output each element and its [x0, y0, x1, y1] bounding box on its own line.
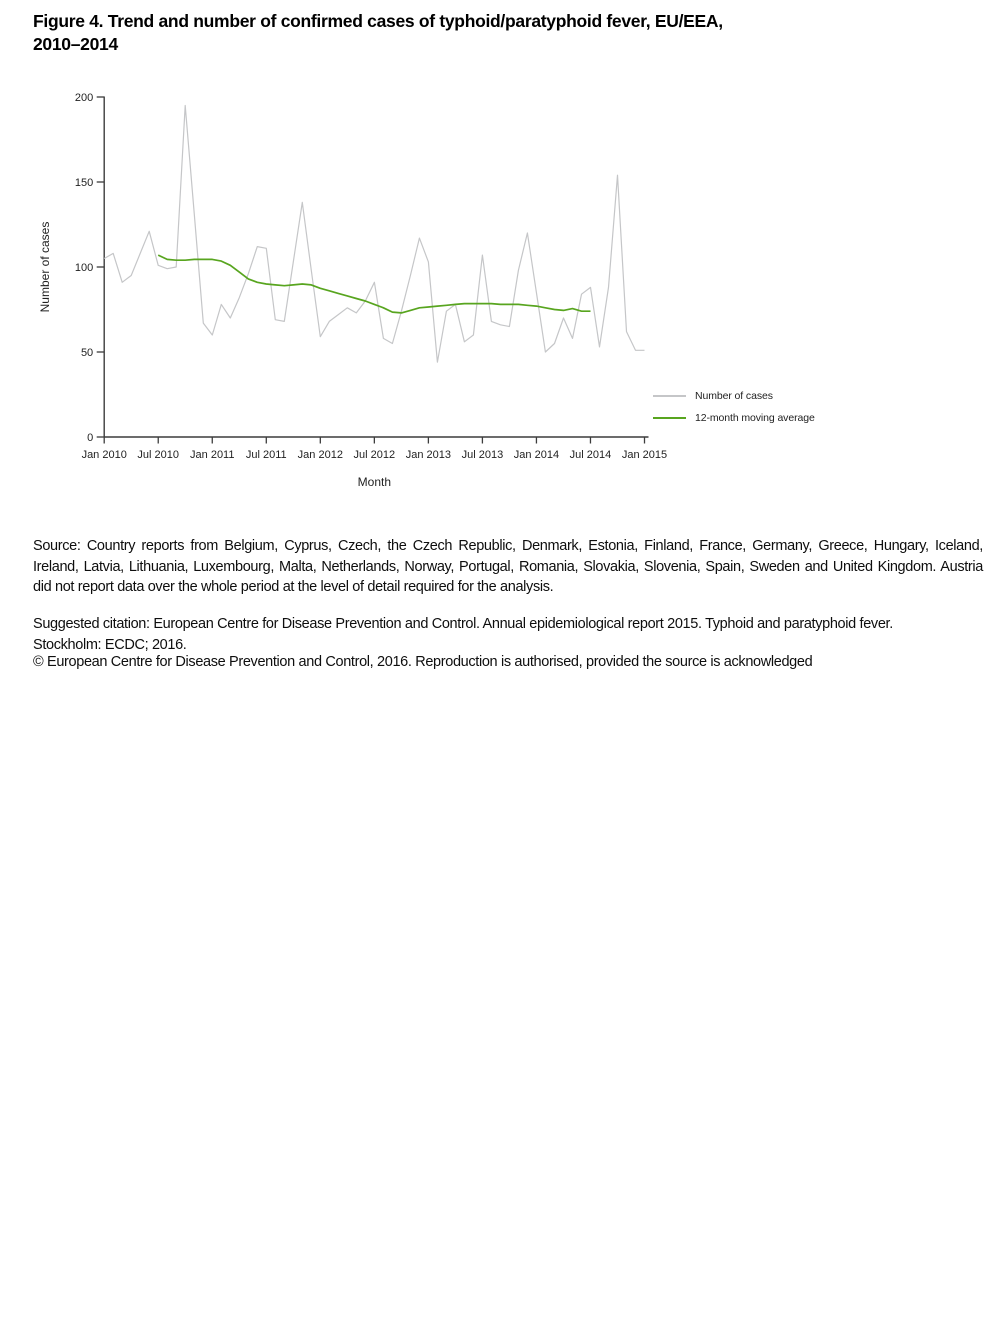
y-axis-title: Number of cases — [38, 221, 52, 313]
axis-spines — [104, 97, 648, 438]
legend-label-moving-average: 12-month moving average — [695, 412, 815, 424]
x-tick-label: Jan 2012 — [297, 449, 343, 461]
suggested-citation: Suggested citation: European Centre for Disease Prevention and Control. Annual epidemiological report 2015. Typhoid and paratyphoid fever. Stockholm: ECDC; 2016. — [33, 616, 893, 653]
x-tick-label: Jan 2013 — [405, 449, 452, 461]
cases-line-swatch — [653, 395, 686, 397]
x-tick-label: Jan 2015 — [621, 449, 668, 461]
legend-item-moving-average — [653, 411, 815, 425]
figure-title-line2: 2010–2014 — [33, 34, 118, 54]
x-tick-label: Jan 2014 — [513, 449, 560, 461]
y-tick-label: 150 — [74, 176, 94, 189]
legend-item-cases — [653, 389, 815, 403]
y-tick-label: 100 — [74, 261, 94, 274]
cases-line — [104, 106, 644, 363]
x-tick-label: Jul 2011 — [245, 449, 287, 461]
x-tick-label: Jan 2010 — [81, 449, 127, 461]
trend-chart — [0, 0, 1008, 520]
x-tick-label: Jul 2010 — [137, 449, 180, 461]
legend-label-cases: Number of cases — [695, 390, 773, 402]
figure-title-line1: Figure 4. Trend and number of confirmed cases of typhoid/paratyphoid fever, EU/EEA, — [33, 11, 723, 31]
x-tick-label: Jul 2013 — [461, 449, 504, 461]
chart-legend — [653, 389, 815, 433]
x-tick-label: Jul 2014 — [569, 449, 612, 461]
x-tick-label: Jan 2011 — [190, 449, 235, 461]
y-tick-label: 50 — [80, 346, 94, 359]
y-tick-label: 200 — [74, 91, 94, 104]
x-axis-title: Month — [357, 475, 392, 489]
moving-average-line-swatch — [653, 417, 686, 419]
y-tick-label: 0 — [87, 431, 94, 444]
copyright-notice: © European Centre for Disease Prevention and Control, 2016. Reproduction is authorised, provided the source is acknowledged — [33, 654, 813, 670]
x-tick-label: Jul 2012 — [353, 449, 396, 461]
source-text: Source: Country reports from Belgium, Cyprus, Czech, the Czech Republic, Denmark, Estonia, Finland, France, Germany, Greece, Hungary, Iceland, Ireland, Latvia, Lithuania, Luxembourg, Malta, Netherlands, Norway, Portugal, Romania, Slovakia, Slovenia, Spain, Sweden and United Kingdom. Austria did not report data over the whole period at the level of detail required for the analysis. — [33, 538, 983, 595]
